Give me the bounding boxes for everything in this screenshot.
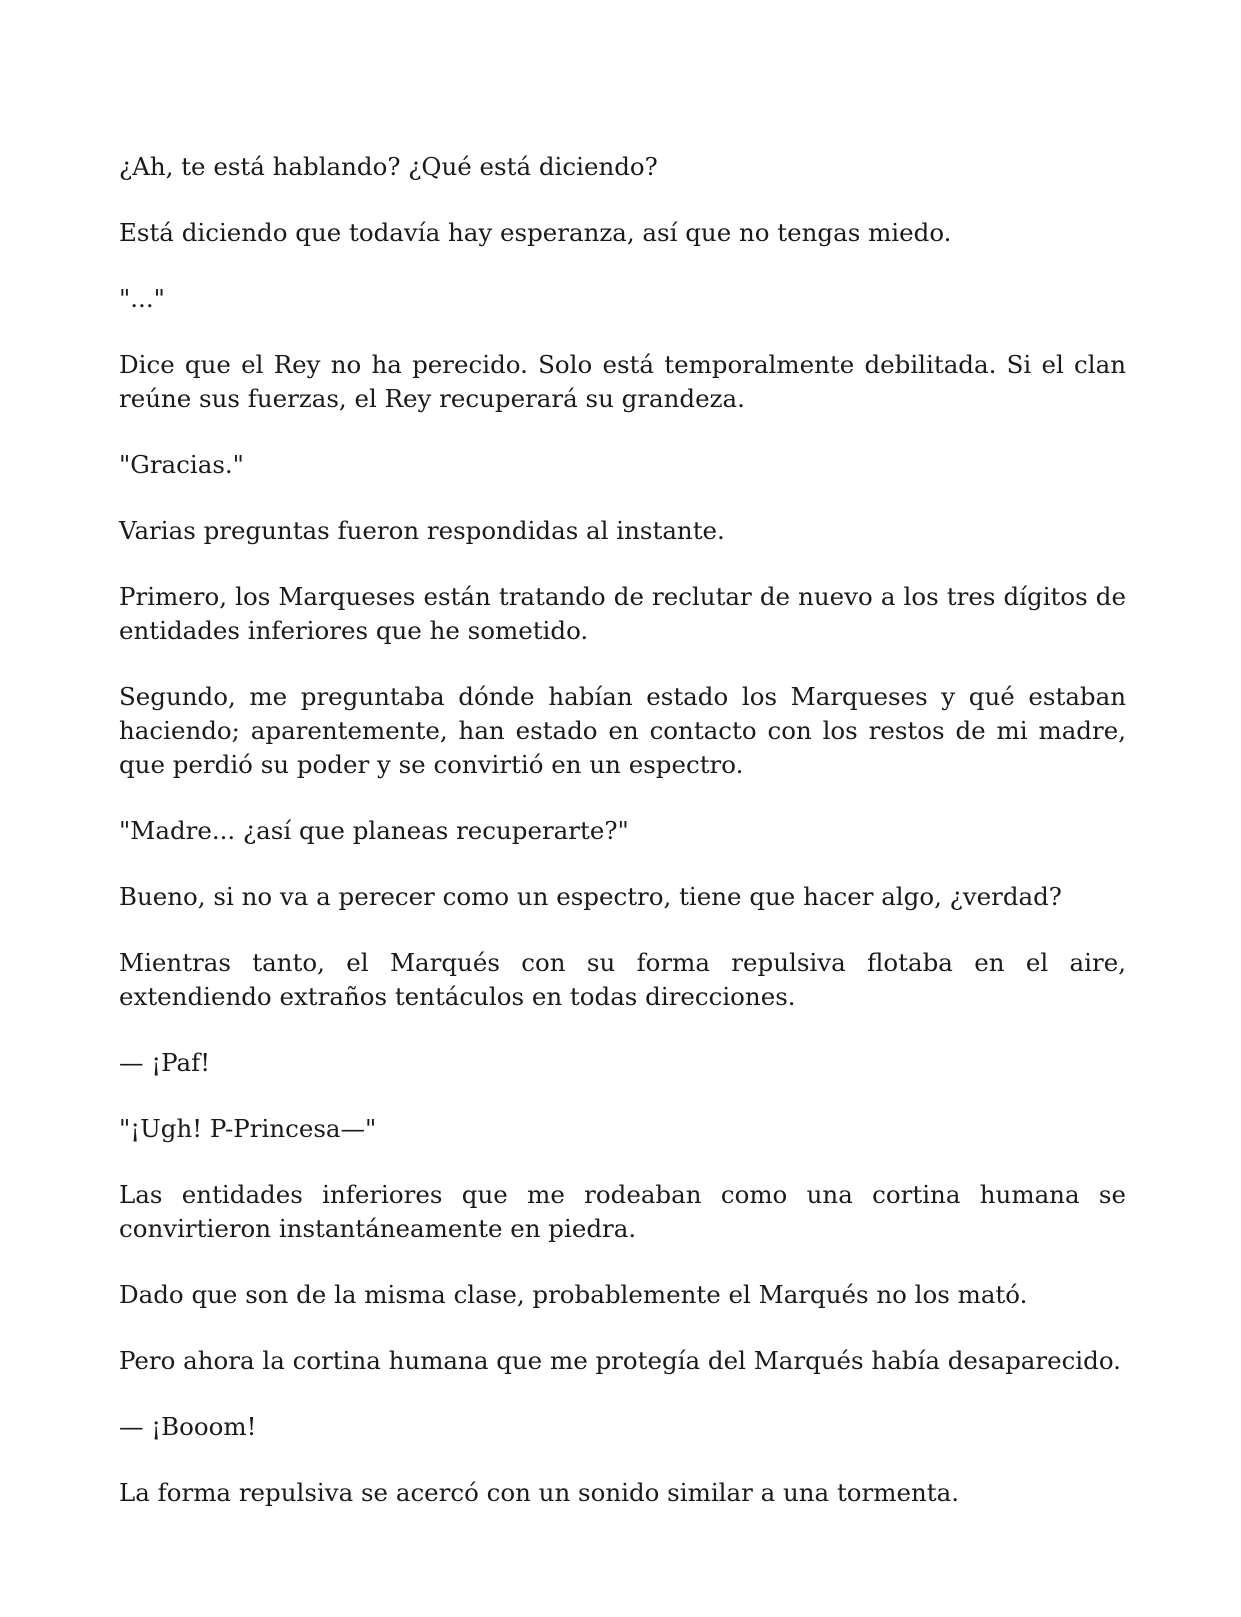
document-body	[119, 150, 1126, 1510]
paragraph: "..."	[119, 284, 165, 313]
paragraph: Las entidades inferiores que me rodeaban como una cortina humana se convirtieron instantáneamente en piedra.	[119, 1180, 1126, 1243]
paragraph: Segundo, me preguntaba dónde habían estado los Marqueses y qué estaban haciendo; aparentemente, han estado en contacto con los restos de mi madre, que perdió su poder y se convirtió en un espectro.	[119, 682, 1126, 779]
paragraph: Está diciendo que todavía hay esperanza, así que no tengas miedo.	[119, 218, 952, 247]
paragraph: ¿Ah, te está hablando? ¿Qué está diciendo?	[119, 152, 658, 181]
paragraph: Bueno, si no va a perecer como un espectro, tiene que hacer algo, ¿verdad?	[119, 882, 1062, 911]
paragraph: — ¡Paf!	[119, 1048, 211, 1077]
paragraph: Dado que son de la misma clase, probablemente el Marqués no los mató.	[119, 1280, 1028, 1309]
paragraph: Pero ahora la cortina humana que me protegía del Marqués había desaparecido.	[119, 1346, 1121, 1375]
paragraph: Dice que el Rey no ha perecido. Solo está temporalmente debilitada. Si el clan reúne sus fuerzas, el Rey recuperará su grandeza.	[119, 350, 1126, 413]
paragraph: "Gracias."	[119, 450, 244, 479]
paragraph: — ¡Booom!	[119, 1412, 257, 1441]
paragraph: Mientras tanto, el Marqués con su forma repulsiva flotaba en el aire, extendiendo extraños tentáculos en todas direcciones.	[119, 948, 1126, 1011]
paragraph: Primero, los Marqueses están tratando de reclutar de nuevo a los tres dígitos de entidades inferiores que he sometido.	[119, 582, 1126, 645]
paragraph: La forma repulsiva se acercó con un sonido similar a una tormenta.	[119, 1478, 959, 1507]
paragraph: "¡Ugh! P-Princesa—"	[119, 1114, 377, 1143]
paragraph: Varias preguntas fueron respondidas al instante.	[119, 516, 725, 545]
paragraph: "Madre... ¿así que planeas recuperarte?"	[119, 816, 629, 845]
